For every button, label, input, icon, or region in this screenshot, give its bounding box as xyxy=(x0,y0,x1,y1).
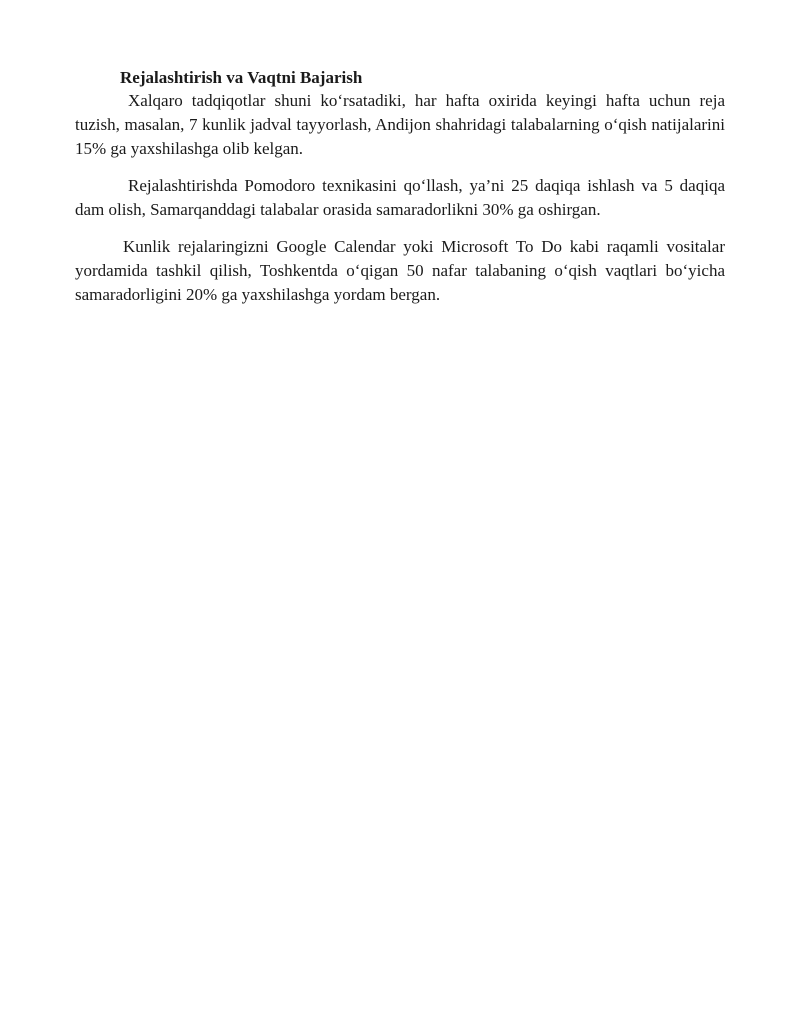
paragraph-2: Rejalashtirishda Pomodoro texnikasini qo‘llash, ya’ni 25 daqiqa ishlash va 5 daqiqa dam olish, Samarqanddagi talabalar orasida samaradorlikni 30% ga oshirgan. xyxy=(75,176,725,219)
document-body xyxy=(75,67,725,307)
paragraph-3: Kunlik rejalaringizni Google Calendar yoki Microsoft To Do kabi raqamli vositalar yordamida tashkil qilish, Toshkentda o‘qigan 50 nafar talabaning o‘qish vaqtlari bo‘yicha samaradorligini 20% ga yaxshilashga yordam bergan. xyxy=(75,237,725,304)
document-heading: Rejalashtirish va Vaqtni Bajarish xyxy=(120,68,363,87)
paragraph-1: Xalqaro tadqiqotlar shuni ko‘rsatadiki, har hafta oxirida keyingi hafta uchun reja tuzish, masalan, 7 kunlik jadval tayyorlash, Andijon shahridagi talabalarning o‘qish natijalarini 15% ga yaxshilashga olib kelgan. xyxy=(75,91,725,158)
